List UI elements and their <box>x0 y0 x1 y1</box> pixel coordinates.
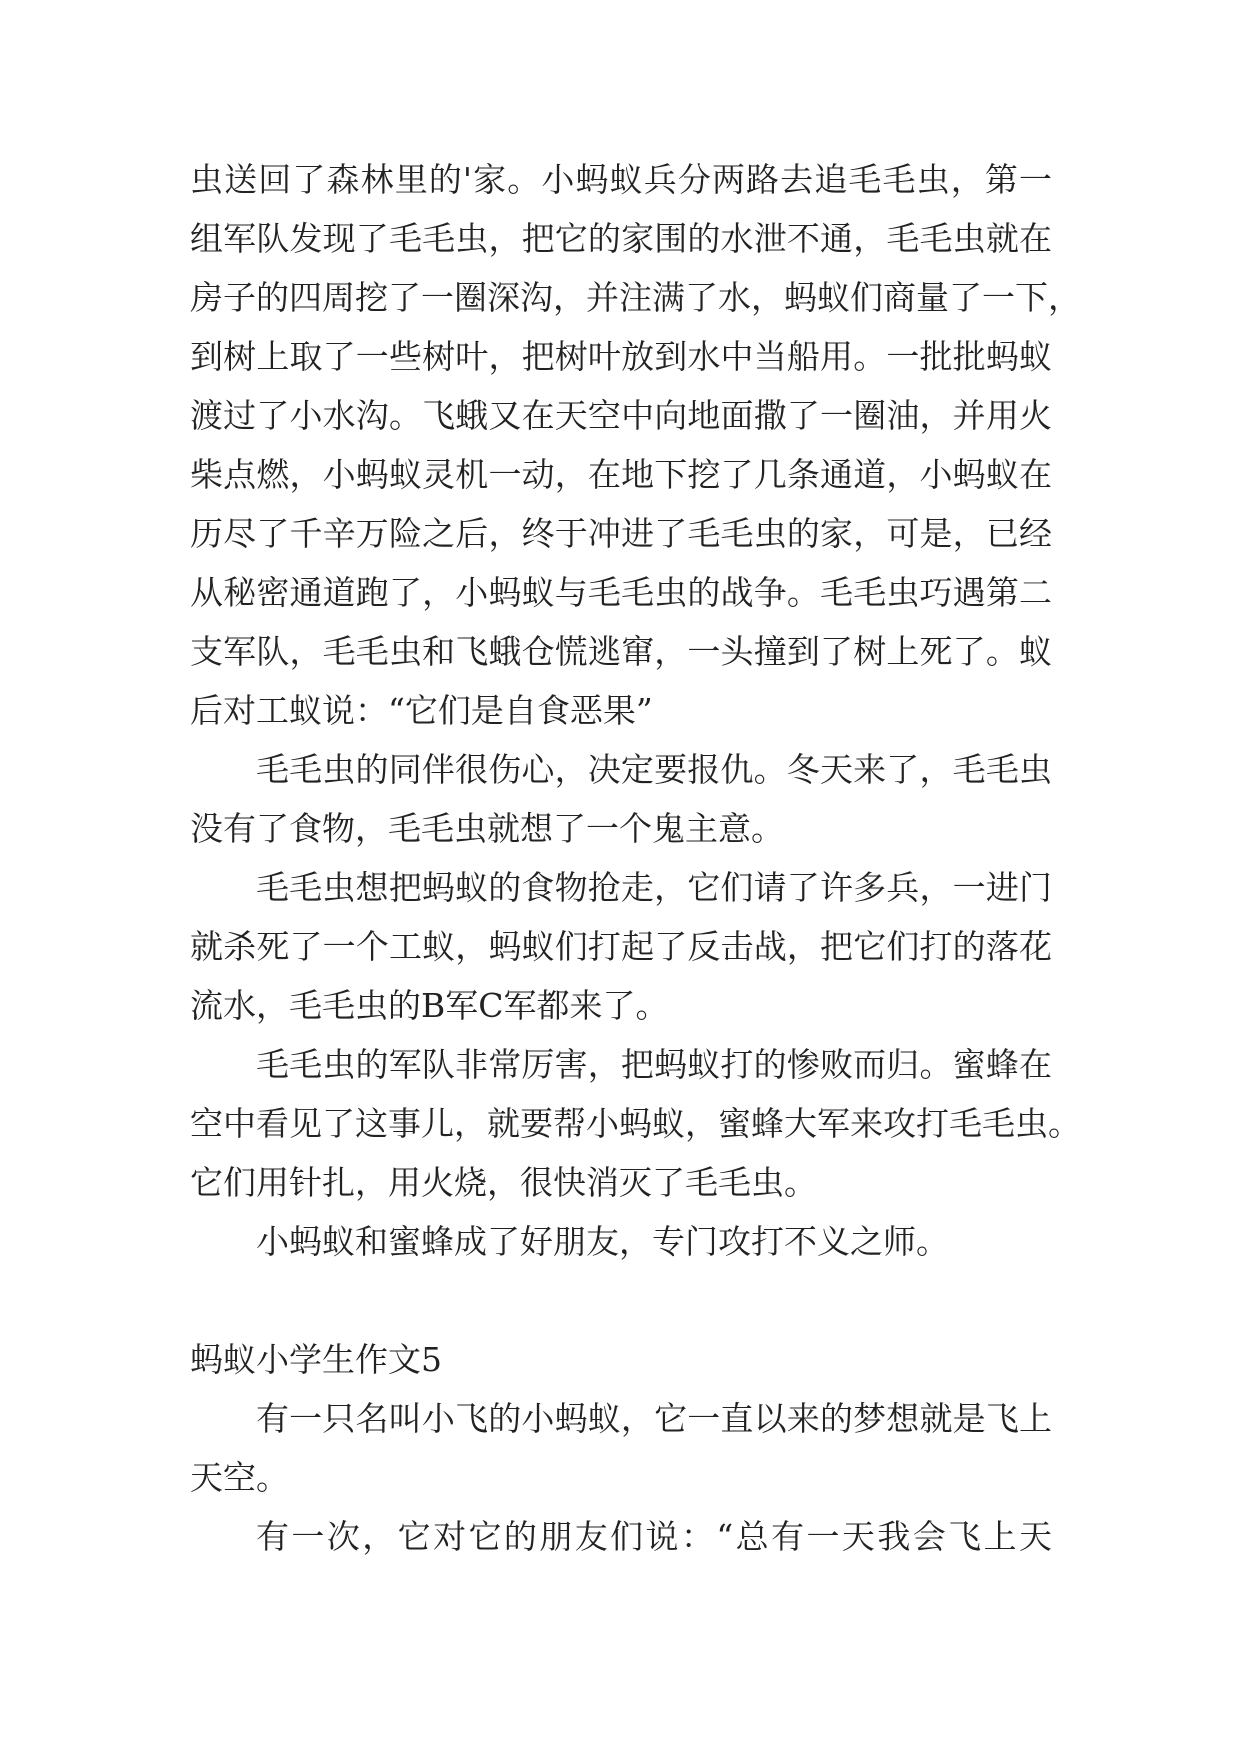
paragraph-3-line-2: 就杀死了一个工蚁，蚂蚁们打起了反击战，把它们打的落花 <box>190 927 1052 966</box>
paragraph-3-line-3: 流水，毛毛虫的B军C军都来了。 <box>190 986 669 1025</box>
paragraph-4-line-1: 毛毛虫的军队非常厉害，把蚂蚁打的惨败而归。蜜蜂在 <box>256 1045 1052 1084</box>
section-paragraph-1-line-1: 有一只名叫小飞的小蚂蚁，它一直以来的梦想就是飞上 <box>256 1399 1052 1438</box>
section-paragraph-1-line-2: 天空。 <box>190 1458 289 1497</box>
paragraph-5-line-1: 小蚂蚁和蜜蜂成了好朋友，专门攻打不义之师。 <box>256 1222 949 1261</box>
paragraph-2-line-2: 没有了食物，毛毛虫就想了一个鬼主意。 <box>190 809 784 848</box>
paragraph-1-line-3: 房子的四周挖了一圈深沟，并注满了水，蚂蚁们商量了一下， <box>190 278 1081 317</box>
section-title: 蚂蚁小学生作文5 <box>190 1340 442 1379</box>
section-paragraph-2-line-1: 有一次，它对它的朋友们说：“总有一天我会飞上天 <box>256 1517 1052 1556</box>
paragraph-1-line-10: 后对工蚁说：“它们是自食恶果” <box>190 691 653 730</box>
paragraph-1-line-6: 柴点燃，小蚂蚁灵机一动，在地下挖了几条通道，小蚂蚁在 <box>190 455 1052 494</box>
paragraph-4-line-3: 它们用针扎，用火烧，很快消灭了毛毛虫。 <box>190 1163 817 1202</box>
paragraph-3-line-1: 毛毛虫想把蚂蚁的食物抢走，它们请了许多兵，一进门 <box>256 868 1052 907</box>
paragraph-2-line-1: 毛毛虫的同伴很伤心，决定要报仇。冬天来了，毛毛虫 <box>256 750 1052 789</box>
paragraph-1-line-7: 历尽了千辛万险之后，终于冲进了毛毛虫的家，可是，已经 <box>190 514 1052 553</box>
paragraph-1-line-8: 从秘密通道跑了，小蚂蚁与毛毛虫的战争。毛毛虫巧遇第二 <box>190 573 1052 612</box>
paragraph-1-line-9: 支军队，毛毛虫和飞蛾仓慌逃窜，一头撞到了树上死了。蚁 <box>190 632 1052 671</box>
paragraph-4-line-2: 空中看见了这事儿，就要帮小蚂蚁，蜜蜂大军来攻打毛毛虫。 <box>190 1104 1081 1143</box>
paragraph-1-line-5: 渡过了小水沟。飞蛾又在天空中向地面撒了一圈油，并用火 <box>190 396 1052 435</box>
paragraph-1-line-2: 组军队发现了毛毛虫，把它的家围的水泄不通，毛毛虫就在 <box>190 219 1052 258</box>
paragraph-1-line-4: 到树上取了一些树叶，把树叶放到水中当船用。一批批蚂蚁 <box>190 337 1052 376</box>
paragraph-1-line-1: 虫送回了森林里的'家。小蚂蚁兵分两路去追毛毛虫，第一 <box>190 160 1052 199</box>
